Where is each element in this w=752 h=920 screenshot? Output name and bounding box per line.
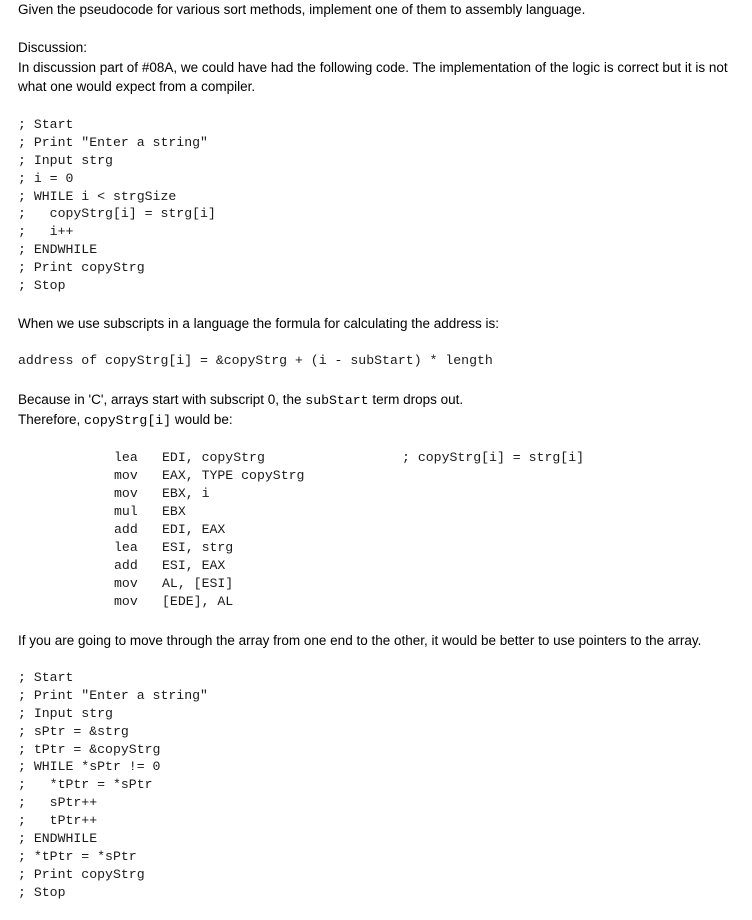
asm-op: mov xyxy=(114,468,138,483)
code-line: ; Input strg xyxy=(18,705,113,721)
asm-arg: EDI, copyStrg xyxy=(162,450,265,465)
code-line: ; Stop xyxy=(18,278,66,294)
code-line: ; Print "Enter a string" xyxy=(18,687,208,703)
pseudocode-block-1 xyxy=(18,116,216,295)
asm-op: mov xyxy=(114,576,138,591)
asm-arg: EAX, TYPE copyStrg xyxy=(162,468,305,483)
code-line: ; Stop xyxy=(18,884,66,900)
pseudocode-block-2 xyxy=(18,669,208,902)
asm-op: add xyxy=(114,558,138,573)
asm-op: add xyxy=(114,522,138,537)
code-line: ; sPtr++ xyxy=(18,795,98,811)
therefore-code: copyStrg[i] xyxy=(84,413,172,428)
asm-op: lea xyxy=(114,540,138,555)
because-pre: Because in 'C', arrays start with subscript 0, the xyxy=(18,392,306,407)
asm-arg: EBX, i xyxy=(162,486,210,501)
asm-arg: AL, [ESI] xyxy=(162,576,234,591)
asm-op: mov xyxy=(114,486,138,501)
discussion-line-2: what one would expect from a compiler. xyxy=(18,79,256,94)
code-line: ; *tPtr = *sPtr xyxy=(18,848,137,864)
therefore-pre: Therefore, xyxy=(18,412,85,427)
discussion-heading: Discussion: xyxy=(18,40,88,55)
code-line: ; i = 0 xyxy=(18,170,74,186)
because-line xyxy=(18,392,463,408)
pointer-text: If you are going to move through the array from one end to the other, it would be better to use pointers to the array. xyxy=(18,633,702,648)
code-line: ; Start xyxy=(18,117,74,132)
code-line: ; tPtr = &copyStrg xyxy=(18,741,161,757)
discussion-line-1: In discussion part of #08A, we could have had the following code. The implementation of the logic is correct but it is not xyxy=(18,60,728,75)
code-line: ; Print "Enter a string" xyxy=(18,134,208,150)
code-line: ; sPtr = &strg xyxy=(18,723,129,739)
code-line: ; WHILE *sPtr != 0 xyxy=(18,759,161,775)
asm-arg: ESI, strg xyxy=(162,540,234,555)
code-line: ; Print copyStrg xyxy=(18,260,145,276)
code-line: ; tPtr++ xyxy=(18,813,98,829)
code-line: ; *tPtr = *sPtr xyxy=(18,777,153,793)
code-line: ; WHILE i < strgSize xyxy=(18,188,177,204)
because-code: subStart xyxy=(305,393,369,408)
code-line: ; i++ xyxy=(18,224,74,240)
asm-arg: [EDE], AL xyxy=(162,594,234,609)
code-line: ; ENDWHILE xyxy=(18,831,98,847)
asm-arg: EDI, EAX xyxy=(162,522,226,537)
asm-op: mul xyxy=(114,504,138,519)
asm-comment: ; copyStrg[i] = strg[i] xyxy=(402,450,585,465)
therefore-post: would be: xyxy=(171,412,233,427)
asm-arg: ESI, EAX xyxy=(162,558,226,573)
address-formula: address of copyStrg[i] = &copyStrg + (i - subStart) * length xyxy=(18,353,493,368)
code-line: ; Start xyxy=(18,670,74,685)
asm-op: mov xyxy=(114,594,138,609)
therefore-line xyxy=(18,412,233,428)
asm-op: lea xyxy=(114,450,138,465)
because-post: term drops out. xyxy=(368,392,464,407)
code-line: ; copyStrg[i] = strg[i] xyxy=(18,206,216,222)
code-line: ; Input strg xyxy=(18,152,113,168)
code-line: ; Print copyStrg xyxy=(18,866,145,882)
subscript-text: When we use subscripts in a language the formula for calculating the address is: xyxy=(18,316,500,331)
asm-arg: EBX xyxy=(162,504,186,519)
code-line: ; ENDWHILE xyxy=(18,242,98,258)
intro-text: Given the pseudocode for various sort methods, implement one of them to assembly language. xyxy=(18,2,586,17)
